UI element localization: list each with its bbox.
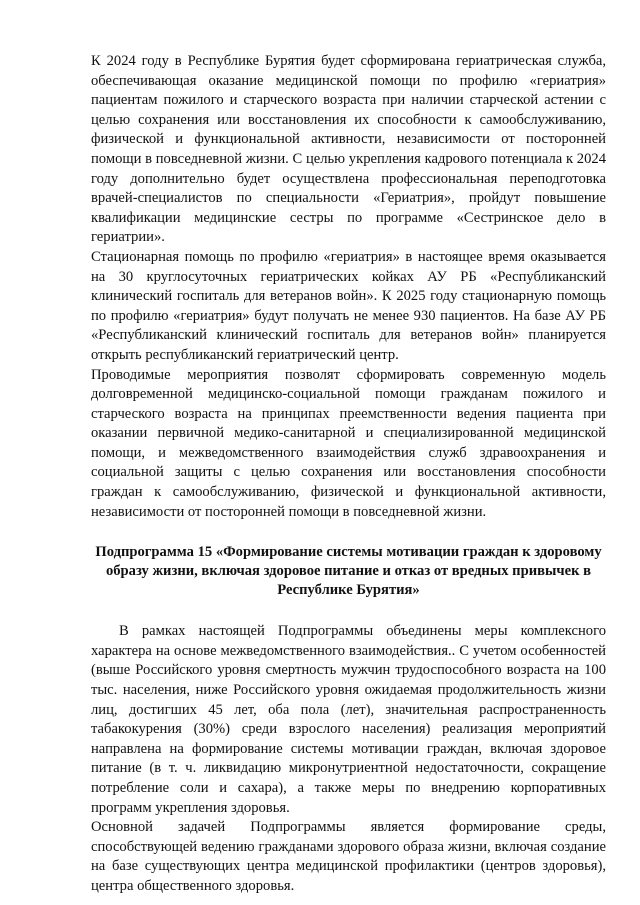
paragraph-inpatient-care: Стационарная помощь по профилю «гериатрия» в настоящее время оказывается на 30 круглосуточных гериатрических койках АУ РБ «Республиканский клинический госпиталь для ветеранов войн». К 2025 году стационарную помощь по профилю «гериатрия» будут получать не менее 930 пациентов. На базе АУ РБ «Республиканский клинический госпиталь для ветеранов войн» планируется открыть республиканский гериатрический центр. — [91, 248, 606, 363]
paragraph-long-term-care-model: Проводимые мероприятия позволят сформировать современную модель долговременной медицинско-социальной помощи гражданам пожилого и старческого возраста на принципах преемственности ведения пациента при оказании первичной медико-санитарной и специализированной медицинской помощи, и межведомственного взаимодействия служб здравоохранения и социальной защиты с целью сохранения или восстановления способности граждан к самообслуживанию, физической и функциональной активности, независимости от посторонней помощи в повседневной жизни. — [91, 366, 606, 520]
paragraph-subprogram-measures: В рамках настоящей Подпрограммы объединены меры комплексного характера на основе межведомственного взаимодействия.. С учетом особенностей (выше Российского уровня смертность мужчин трудоспособного возраста на 100 тыс. населения, ниже Российского уровня ожидаемая продолжительность жизни лиц, достигших 45 лет, оба пола (лет), значительная распространенность табакокурения (30%) среди взрослого населения) реализация мероприятий направлена на формирование системы мотивации граждан, включая здоровое питание (в т. ч. ликвидацию микронутриентной недостаточности, сокращение потребление соли и сахара), а также меры по внедрению корпоративных программ укрепления здоровья. — [91, 623, 606, 816]
subprogram-15-heading: Подпрограмма 15 «Формирование системы мотивации граждан к здоровому образу жизни, включая здоровое питание и отказ от вредных привычек в Республике Бурятия» — [95, 544, 602, 599]
paragraph-geriatric-service: К 2024 году в Республике Бурятия будет сформирована гериатрическая служба, обеспечивающая оказание медицинской помощи по профилю «гериатрия» пациентам пожилого и старческого возраста при наличии старческой астении с целью сохранения или восстановления их способности к самообслуживанию, физической и функциональной активности, независимости от посторонней помощи в повседневной жизни. С целью укрепления кадрового потенциала к 2024 году дополнительно будет осуществлена профессиональная переподготовка врачей-специалистов по специальности «Гериатрия», пройдут повышение квалификации медицинские сестры по программе «Сестринское дело в гериатрии». — [91, 53, 606, 246]
paragraph-main-task: Основной задачей Подпрограммы является формирование среды, способствующей ведению гражданами здорового образа жизни, включая создание на базе существующих центра медицинской профилактики (центров здоровья), центра общественного здоровья. — [91, 819, 606, 894]
